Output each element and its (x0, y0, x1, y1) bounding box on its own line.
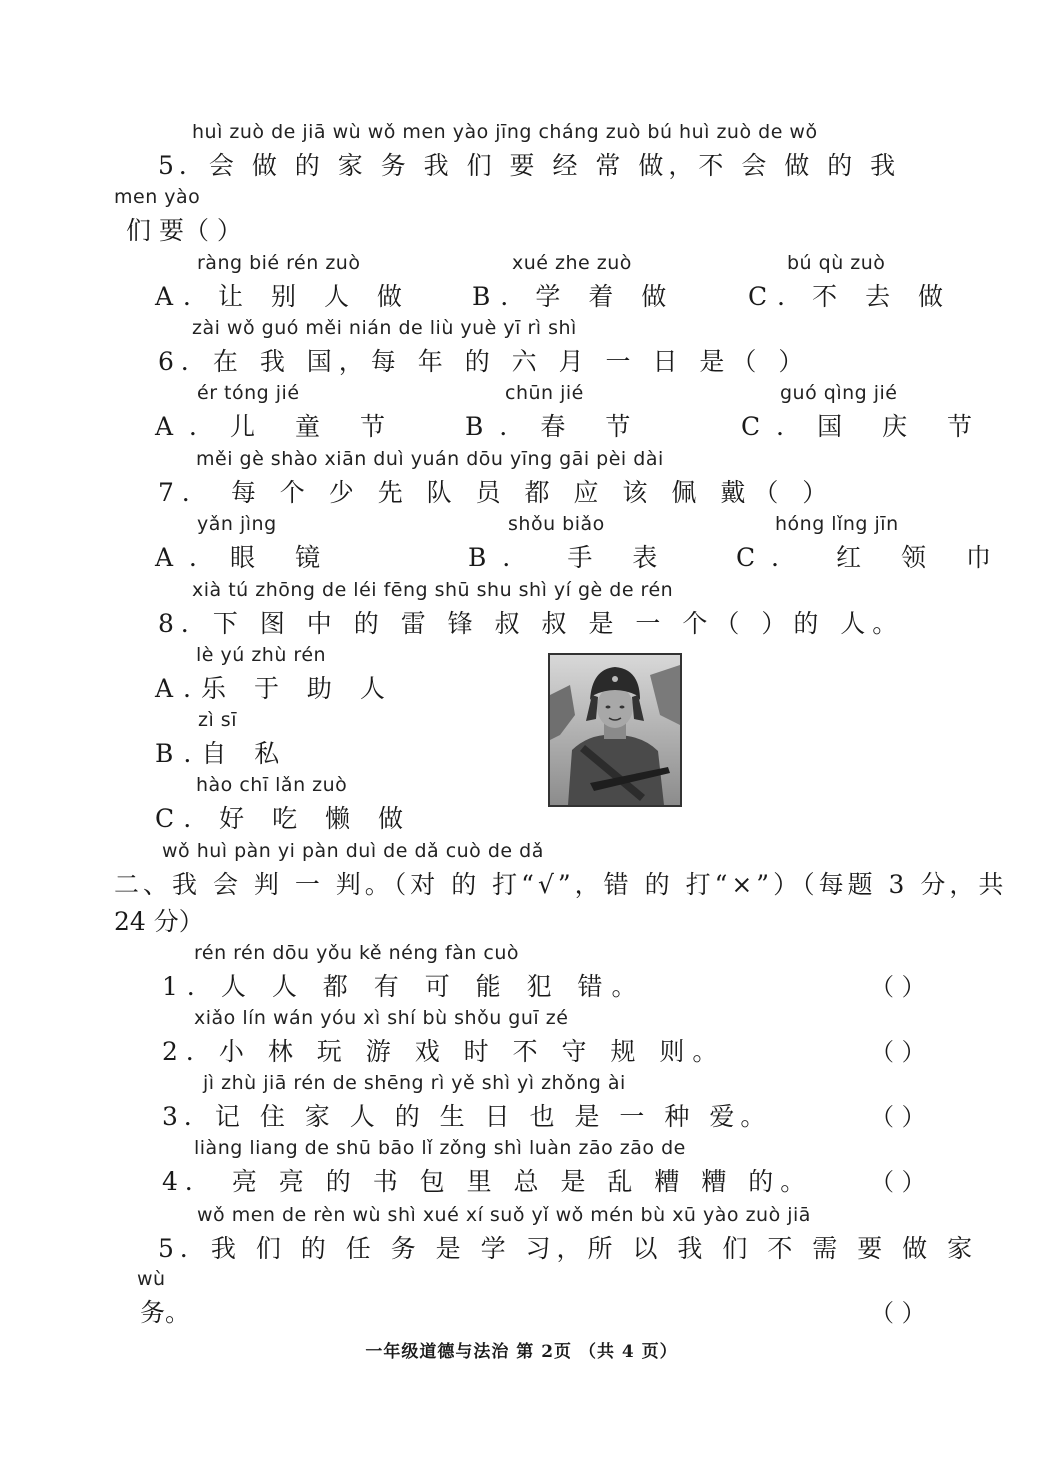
judge-1-text: 1．人 人 都 有 可 能 犯 错。 (162, 972, 646, 1001)
q7-text: 7． 每 个 少 先 队 员 都 应 该 佩 戴（ ） (158, 478, 836, 507)
q8-option-c: C. 好 吃 懒 做 (155, 804, 413, 833)
q5-option-b: B．学 着 做 (472, 282, 677, 311)
q8-text: 8．下 图 中 的 雷 锋 叔 叔 是 一 个（ ）的 人。 (158, 609, 905, 638)
q8-option-c-pinyin: hào chī lǎn zuò (196, 774, 348, 796)
judge-4-text: 4． 亮 亮 的 书 包 里 总 是 乱 糟 糟 的。 (162, 1167, 813, 1196)
q5-pinyin-line1: huì zuò de jiā wù wǒ men yào jīng cháng zuò bú huì zuò de wǒ (192, 121, 818, 143)
q7-option-a-pinyin: yǎn jìng (197, 513, 277, 535)
q5-option-c-pinyin: bú qù zuò (787, 252, 886, 274)
judge-1-answer-paren[interactable]: （ ） (870, 973, 926, 1001)
q5-pinyin-line2: men yào (114, 186, 201, 208)
judge-4-answer-paren[interactable]: （ ） (870, 1168, 926, 1196)
page-footer: 一年级道德与法治 第 2页 （共 4 页） (365, 1342, 678, 1362)
q5-text-line2: 们 要（ ） (126, 216, 242, 245)
q6-option-a: A．儿 童 节 (155, 412, 401, 441)
judge-2-answer-paren[interactable]: （ ） (870, 1038, 926, 1066)
judge-5-text-line1: 5．我 们 的 任 务 是 学 习，所 以 我 们 不 需 要 做 家 (158, 1234, 979, 1263)
judge-3-answer-paren[interactable]: （ ） (870, 1103, 926, 1131)
q8-option-b: B.自 私 (155, 739, 290, 768)
judge-5-answer-paren[interactable]: （ ） (870, 1299, 926, 1327)
q7-option-b-pinyin: shǒu biǎo (508, 513, 605, 535)
q7-option-c: C． 红 领 巾 (736, 543, 1007, 572)
q7-option-b: B． 手 表 (468, 543, 674, 572)
q7-option-c-pinyin: hóng lǐng jīn (775, 513, 899, 535)
q6-option-a-pinyin: ér tóng jié (197, 382, 300, 404)
judge-5-text-line2: 务。 (140, 1298, 191, 1327)
judge-2-pinyin: xiǎo lín wán yóu xì shí bù shǒu guī zé (194, 1007, 569, 1029)
judge-2-text: 2．小 林 玩 游 戏 时 不 守 规 则。 (162, 1037, 726, 1066)
q5-option-a: A．让 别 人 做 (155, 282, 412, 311)
q8-option-a: A.乐 于 助 人 (155, 674, 395, 703)
q8-option-b-pinyin: zì sī (198, 709, 237, 731)
q7-option-a: A．眼 镜 (155, 543, 337, 572)
judge-3-pinyin: jì zhù jiā rén de shēng rì yě shì yì zhǒng ài (203, 1072, 626, 1094)
q8-option-a-pinyin: lè yú zhù rén (196, 644, 327, 666)
judge-1-pinyin: rén rén dōu yǒu kě néng fàn cuò (194, 942, 520, 964)
q7-pinyin: měi gè shào xiān duì yuán dōu yīng gāi pèi dài (196, 448, 664, 470)
q5-option-a-pinyin: ràng bié rén zuò (197, 252, 361, 274)
section2-title-cont: 24 分） (114, 907, 204, 936)
judge-5-pinyin-line2: wù (137, 1268, 166, 1290)
q6-option-c-pinyin: guó qìng jié (780, 382, 898, 404)
q6-option-b: B．春 节 (465, 412, 647, 441)
judge-3-text: 3．记 住 家 人 的 生 日 也 是 一 种 爱。 (162, 1102, 772, 1131)
q6-option-b-pinyin: chūn jié (505, 382, 584, 404)
q8-pinyin: xià tú zhōng de léi fēng shū shu shì yí gè de rén (192, 579, 674, 601)
q6-pinyin: zài wǒ guó měi nián de liù yuè yī rì shì (192, 317, 577, 339)
judge-5-pinyin-line1: wǒ men de rèn wù shì xué xí suǒ yǐ wǒ mén bù xū yào zuò jiā (197, 1204, 811, 1226)
section2-title: 二、我 会 判 一 判。（对 的 打“√”，错 的 打“×”）（每题 3 分，共 (114, 870, 1008, 899)
q6-text: 6．在 我 国，每 年 的 六 月 一 日 是（ ） (158, 347, 811, 376)
lei-feng-portrait-icon (548, 653, 682, 807)
judge-4-pinyin: liàng liang de shū bāo lǐ zǒng shì luàn zāo zāo de (194, 1137, 686, 1159)
q6-option-c: C．国 庆 节 (741, 412, 989, 441)
q5-option-b-pinyin: xué zhe zuò (512, 252, 632, 274)
q5-option-c: C．不 去 做 (748, 282, 954, 311)
section2-pinyin: wǒ huì pàn yi pàn duì de dǎ cuò de dǎ (162, 840, 544, 862)
q5-text-line1: 5．会 做 的 家 务 我 们 要 经 常 做，不 会 做 的 我 (158, 151, 901, 180)
